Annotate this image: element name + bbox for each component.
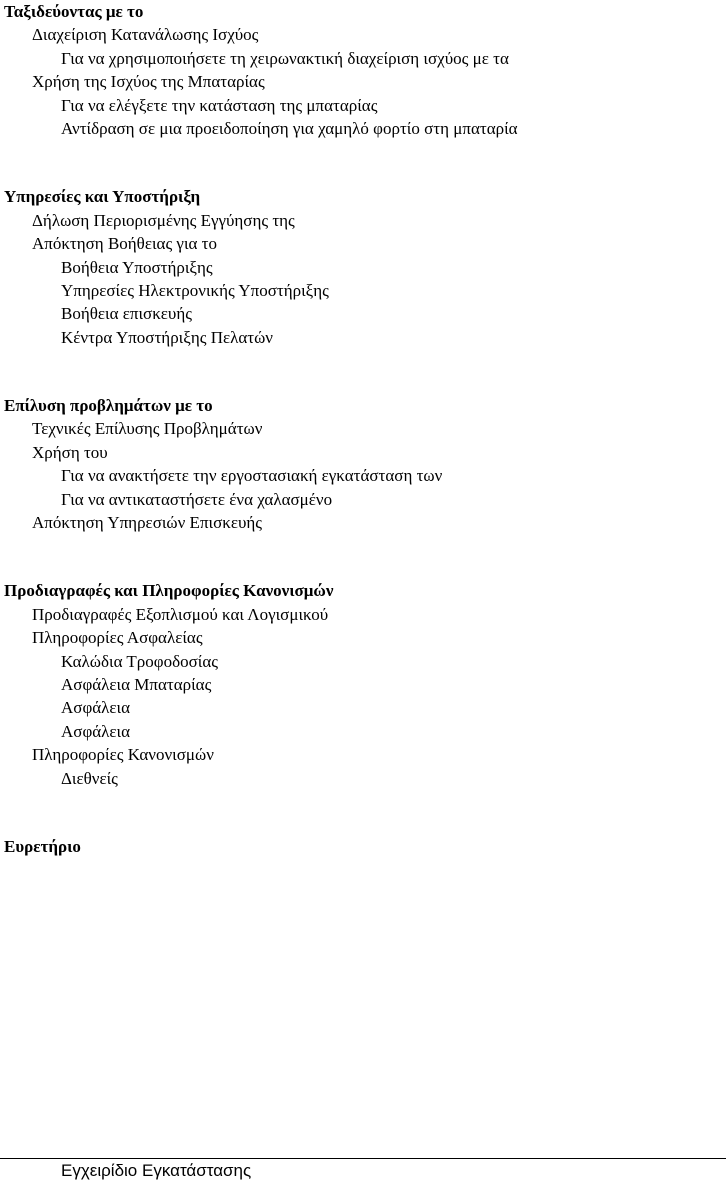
toc-subentry[interactable]: Υπηρεσίες Ηλεκτρονικής Υποστήριξης xyxy=(61,280,329,300)
toc-section xyxy=(4,579,724,790)
toc-subentry[interactable]: Διεθνείς xyxy=(61,768,118,788)
toc-entry[interactable]: Απόκτηση Βοήθειας για το xyxy=(32,234,217,254)
footer-divider xyxy=(0,1158,726,1159)
toc-section xyxy=(4,835,724,858)
toc-section xyxy=(4,185,724,349)
toc-subentry[interactable]: Για να ανακτήσετε την εργοστασιακή εγκατάσταση των xyxy=(61,466,443,486)
footer-title: Εγχειρίδιο Εγκατάστασης xyxy=(61,1161,252,1180)
toc-section xyxy=(4,394,724,534)
toc-entry[interactable]: Χρήση του xyxy=(32,442,108,462)
toc-subentry[interactable]: Κέντρα Υποστήριξης Πελατών xyxy=(61,327,273,347)
toc-subentry[interactable]: Βοήθεια επισκευής xyxy=(61,304,192,324)
toc-section xyxy=(4,0,724,140)
toc-section-title[interactable]: Επίλυση προβλημάτων με το xyxy=(4,396,213,416)
toc-entry[interactable]: Πληροφορίες Κανονισμών xyxy=(32,745,214,765)
toc-subentry[interactable]: Ασφάλεια xyxy=(61,721,131,741)
toc-section-title[interactable]: Ευρετήριο xyxy=(4,836,81,856)
toc-subentry[interactable]: Για να χρησιμοποιήσετε τη χειρωνακτική διαχείριση ισχύος με τα xyxy=(61,48,509,68)
toc-subentry[interactable]: Ασφάλεια Μπαταρίας xyxy=(61,674,212,694)
toc-subentry[interactable]: Καλώδια Τροφοδοσίας xyxy=(61,651,218,671)
toc-subentry[interactable]: Για να ελέγξετε την κατάσταση της μπαταρίας xyxy=(61,95,378,115)
toc-entry[interactable]: Δήλωση Περιορισμένης Εγγύησης της xyxy=(32,210,295,230)
toc-entry[interactable]: Απόκτηση Υπηρεσιών Επισκευής xyxy=(32,513,263,533)
table-of-contents xyxy=(4,0,724,858)
toc-section-title[interactable]: Προδιαγραφές και Πληροφορίες Κανονισμών xyxy=(4,581,334,601)
toc-entry[interactable]: Προδιαγραφές Εξοπλισμού και Λογισμικού xyxy=(32,604,329,624)
toc-subentry[interactable]: Για να αντικαταστήσετε ένα χαλασμένο xyxy=(61,489,333,509)
toc-subentry[interactable]: Ασφάλεια xyxy=(61,698,131,718)
toc-entry[interactable]: Πληροφορίες Ασφαλείας xyxy=(32,628,203,648)
toc-section-title[interactable]: Υπηρεσίες και Υποστήριξη xyxy=(4,187,201,207)
toc-subentry[interactable]: Αντίδραση σε μια προειδοποίηση για χαμηλό φορτίο στη μπαταρία xyxy=(61,118,518,138)
toc-entry[interactable]: Διαχείριση Κατανάλωσης Ισχύος xyxy=(32,25,259,45)
toc-section-title[interactable]: Ταξιδεύοντας με το xyxy=(4,2,144,21)
toc-entry[interactable]: Τεχνικές Επίλυσης Προβλημάτων xyxy=(32,419,263,439)
toc-subentry[interactable]: Βοήθεια Υποστήριξης xyxy=(61,257,213,277)
toc-entry[interactable]: Χρήση της Ισχύος της Μπαταρίας xyxy=(32,72,265,92)
